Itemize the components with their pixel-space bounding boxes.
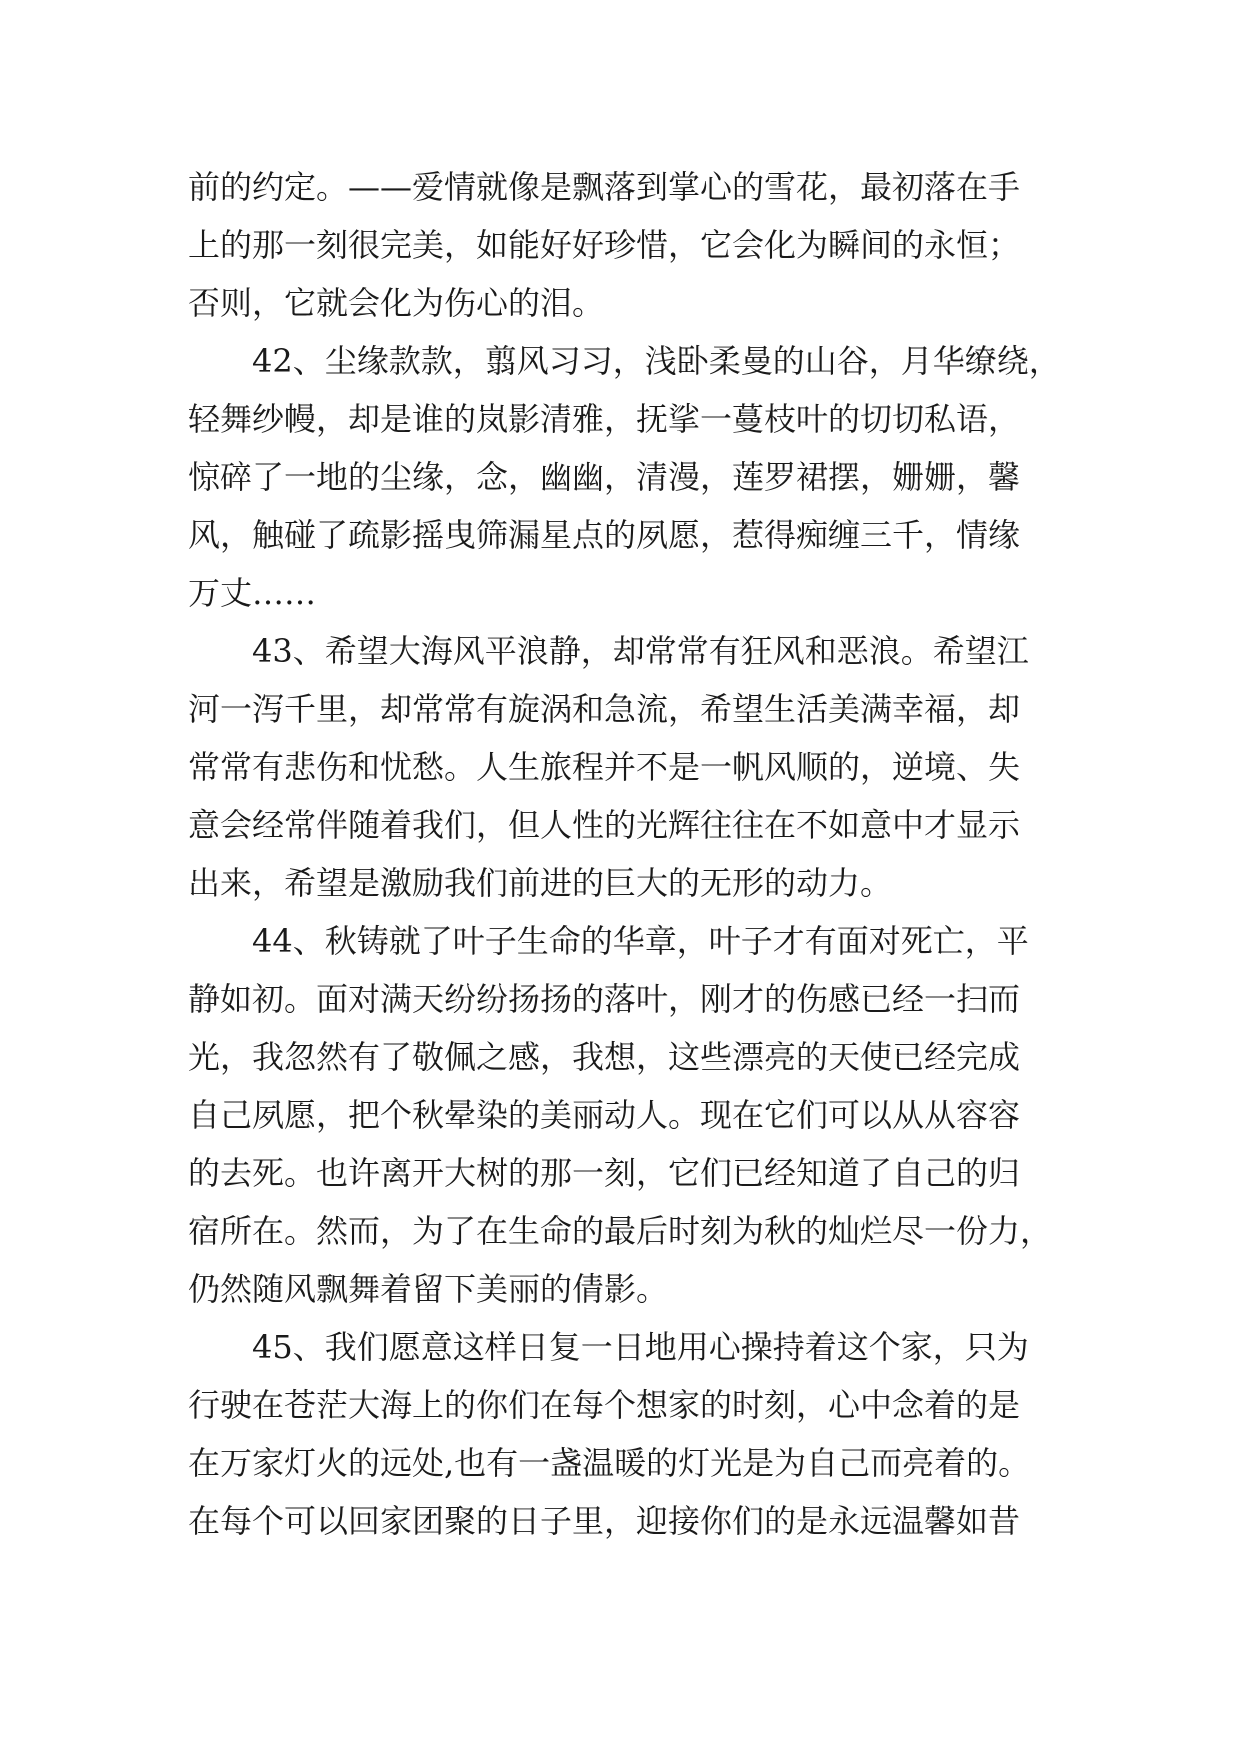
text-line: 常常有悲伤和忧愁。人生旅程并不是一帆风顺的，逆境、失 bbox=[188, 748, 1021, 786]
text-line: 行驶在苍茫大海上的你们在每个想家的时刻，心中念着的是 bbox=[188, 1386, 1021, 1424]
text-line: 否则，它就会化为伤心的泪。 bbox=[188, 284, 605, 322]
text-line: 43、希望大海风平浪静，却常常有狂风和恶浪。希望江 bbox=[252, 632, 1029, 670]
text-line: 的去死。也许离开大树的那一刻，它们已经知道了自己的归 bbox=[188, 1154, 1021, 1192]
text-line: 轻舞纱幔，却是谁的岚影清雅，抚挲一蔓枝叶的切切私语， bbox=[188, 400, 1021, 438]
text-line: 自己夙愿，把个秋晕染的美丽动人。现在它们可以从从容容 bbox=[188, 1096, 1021, 1134]
paragraph-44 bbox=[188, 912, 1054, 1318]
text-line: 意会经常伴随着我们，但人性的光辉往往在不如意中才显示 bbox=[188, 806, 1021, 844]
text-line: 42、尘缘款款，翦风习习，浅卧柔曼的山谷，月华缭绕， bbox=[252, 342, 1061, 380]
paragraph-45 bbox=[188, 1318, 1054, 1550]
text-line: 在万家灯火的远处,也有一盏温暖的灯光是为自己而亮着的。 bbox=[188, 1444, 1031, 1482]
document-body bbox=[188, 158, 1061, 1550]
paragraph-42 bbox=[188, 332, 1061, 622]
text-line: 前的约定。——爱情就像是飘落到掌心的雪花，最初落在手 bbox=[188, 168, 1021, 206]
text-line: 河一泻千里，却常常有旋涡和急流，希望生活美满幸福，却 bbox=[188, 690, 1021, 728]
text-line: 45、我们愿意这样日复一日地用心操持着这个家，只为 bbox=[252, 1328, 1029, 1366]
text-line: 上的那一刻很完美，如能好好珍惜，它会化为瞬间的永恒； bbox=[188, 226, 1021, 264]
text-line: 风，触碰了疏影摇曳筛漏星点的夙愿，惹得痴缠三千，情缘 bbox=[188, 516, 1021, 554]
text-line: 静如初。面对满天纷纷扬扬的落叶，刚才的伤感已经一扫而 bbox=[188, 980, 1021, 1018]
text-line: 仍然随风飘舞着留下美丽的倩影。 bbox=[188, 1270, 669, 1308]
text-line: 在每个可以回家团聚的日子里，迎接你们的是永远温馨如昔 bbox=[188, 1502, 1021, 1540]
text-line: 宿所在。然而，为了在生命的最后时刻为秋的灿烂尽一份力， bbox=[188, 1212, 1053, 1250]
text-line: 44、秋铸就了叶子生命的华章，叶子才有面对死亡，平 bbox=[252, 922, 1029, 960]
text-line: 出来，希望是激励我们前进的巨大的无形的动力。 bbox=[188, 864, 893, 902]
text-line: 万丈…… bbox=[188, 574, 317, 612]
paragraph-43 bbox=[188, 622, 1054, 912]
text-line: 光，我忽然有了敬佩之感，我想，这些漂亮的天使已经完成 bbox=[188, 1038, 1021, 1076]
text-line: 惊碎了一地的尘缘，念，幽幽，清漫，莲罗裙摆，姗姗，馨 bbox=[188, 458, 1021, 496]
paragraph-41-continuation bbox=[188, 158, 1054, 332]
